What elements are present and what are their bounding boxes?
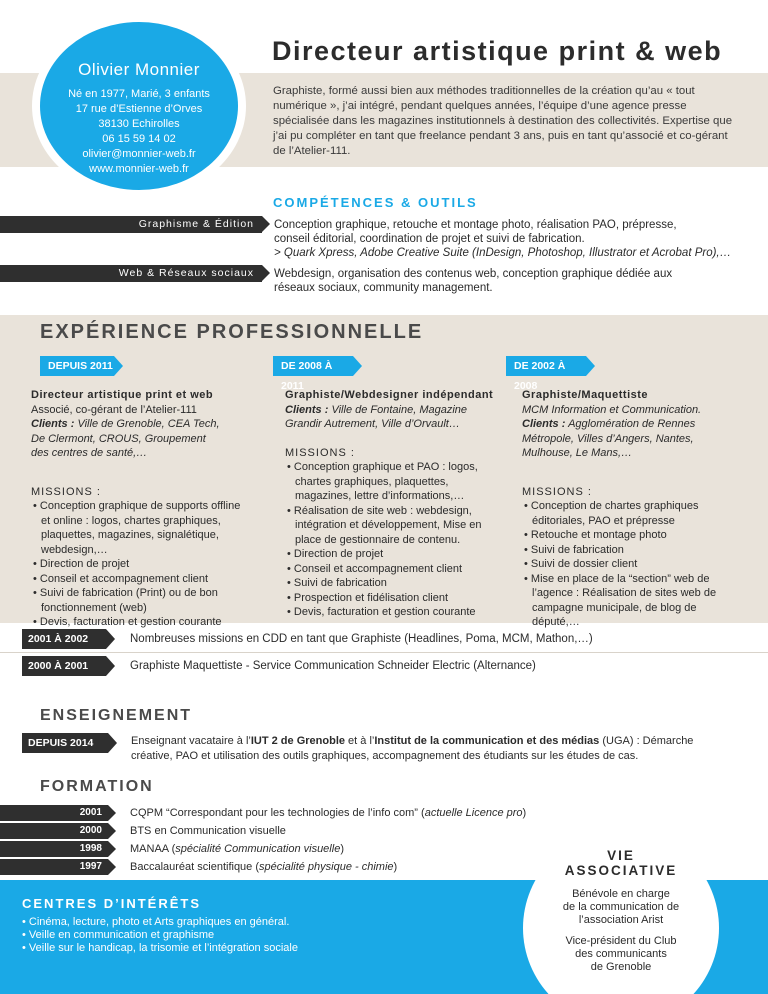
interests-list	[22, 916, 298, 955]
exp-row-text-2: Graphiste Maquettiste - Service Communication Schneider Electric (Alternance)	[130, 660, 536, 672]
exp-row-date-2: 2000 À 2001	[22, 656, 106, 676]
exp-column-1	[31, 388, 246, 630]
associative-title-2: ASSOCIATIVE	[564, 863, 678, 878]
exp-3-mission: • Suivi de dossier client	[522, 557, 737, 572]
exp-1-clients-label: Clients :	[31, 418, 75, 430]
education-text-end: )	[522, 807, 527, 819]
exp-1-mission: • Devis, facturation et gestion courante	[31, 615, 246, 630]
exp-1-title: Directeur artistique print et web	[31, 389, 214, 401]
exp-1-clients: Ville de Grenoble, CEA Tech,	[77, 418, 220, 430]
education-text: MANAA (	[130, 843, 176, 855]
skill-text-web	[274, 267, 672, 295]
education-text-italic: spécialité Communication visuelle	[175, 843, 341, 855]
associative-line: de Grenoble	[590, 961, 652, 973]
associative-line: des communicants	[575, 948, 667, 960]
teaching-text-line2: créative, PAO et utilisation des outils graphiques, accompagnement des étudiants sur les études de cas.	[131, 749, 639, 762]
teaching-title: ENSEIGNEMENT	[40, 707, 193, 724]
exp-2-mission: • Devis, facturation et gestion courante	[285, 605, 500, 620]
exp-2-mission: • Direction de projet	[285, 547, 500, 562]
skills-title: COMPÉTENCES & OUTILS	[273, 195, 478, 210]
skill-web-line1: Webdesign, organisation des contenus web, conception graphique dédiée aux	[274, 268, 673, 280]
education-title: FORMATION	[40, 778, 154, 795]
exp-date-1: DEPUIS 2011	[40, 356, 114, 376]
profile-website[interactable]: www.monnier-web.fr	[89, 163, 189, 175]
exp-3-mission: • Mise en place de la “section” web de l’agence : Réalisation de sites web de campagne municipale, de blog de député,…	[522, 572, 737, 630]
teaching-text-1: Enseignant vacataire à l’	[131, 735, 251, 747]
divider	[0, 652, 768, 653]
skill-label-graphisme: Graphisme & Édition	[0, 216, 262, 233]
associative-line: Vice-président du Club	[565, 935, 677, 947]
exp-3-missions	[522, 499, 737, 630]
exp-date-2: DE 2008 À 2011	[273, 356, 353, 376]
teaching-date: DEPUIS 2014	[22, 733, 108, 753]
exp-2-mission: • Prospection et fidélisation client	[285, 591, 500, 606]
exp-column-3	[522, 388, 737, 630]
experience-title: EXPÉRIENCE PROFESSIONNELLE	[40, 321, 424, 343]
associative-title-1: VIE	[607, 848, 635, 863]
teaching-iut: IUT 2 de Grenoble	[250, 735, 345, 747]
exp-3-mission: • Conception de chartes graphiques éditoriales, PAO et prépresse	[522, 499, 737, 528]
education-item	[130, 842, 344, 856]
interests-title: CENTRES D’INTÉRÊTS	[22, 896, 202, 911]
associative-line: Bénévole en charge	[572, 888, 670, 900]
exp-2-mission: • Suivi de fabrication	[285, 576, 500, 591]
profile-city: 38130 Echirolles	[98, 118, 180, 130]
exp-1-subtitle: Associé, co-gérant de l’Atelier-111	[31, 403, 197, 416]
exp-3-clients-label: Clients :	[522, 418, 566, 430]
exp-3-mission: • Retouche et montage photo	[522, 528, 737, 543]
exp-1-mission: • Conseil et accompagnement client	[31, 572, 246, 587]
skill-graphisme-line2: conseil éditorial, coordination de projet et suivi de fabrication.	[274, 233, 585, 245]
exp-3-title: Graphiste/Maquettiste	[522, 389, 649, 401]
associative-line: de la communication de	[562, 901, 680, 913]
education-text: BTS en Communication visuelle	[130, 825, 286, 837]
associative-circle	[523, 830, 719, 994]
exp-2-title: Graphiste/Webdesigner indépendant	[285, 389, 494, 401]
education-text: Baccalauréat scientifique (	[130, 861, 260, 873]
skill-web-line2: réseaux sociaux, community management.	[274, 282, 493, 294]
profile-name: Olivier Monnier	[78, 60, 200, 79]
exp-1-mission: • Conception graphique de supports offline et online : logos, chartes graphiques, plaquettes, magazines, signalétique, webdesign,…	[31, 499, 246, 557]
intro-paragraph: Graphiste, formé aussi bien aux méthodes traditionnelles de la création qu’au « tout numérique », j’ai intégré, pendant quelques années, l’équipe d’une agence presse spécialisée dans les magazines institutionnels à destination des collectivités. Expertise que j’ai pu compléter en tant que freelance pendant 3 ans, puis en tant qu’associé et co-gérant de l’Atelier-111.	[273, 85, 733, 157]
education-year: 1997	[0, 859, 108, 875]
exp-2-mission: • Conception graphique et PAO : logos, chartes graphiques, plaquettes, magazines, lettre d’informations,…	[285, 460, 500, 504]
education-item	[130, 806, 526, 820]
skill-graphisme-tools: > Quark Xpress, Adobe Creative Suite (InDesign, Photoshop, Illustrator et Acrobat Pro),…	[274, 247, 732, 259]
education-text-end: )	[340, 843, 344, 855]
teaching-institute: Institut de la communication et des médias	[374, 735, 600, 747]
exp-2-clients-label: Clients :	[285, 403, 329, 416]
exp-2-clients: Ville de Fontaine, Magazine	[331, 403, 468, 416]
exp-2-mission: • Conseil et accompagnement client	[285, 562, 500, 577]
exp-3-subtitle: MCM Information et Communication.	[522, 403, 702, 416]
exp-1-clients-more-2: des centres de santé,…	[31, 447, 148, 459]
exp-3-clients-more-1: Métropole, Villes d’Angers, Nantes,	[522, 432, 694, 445]
skill-label-web: Web & Réseaux sociaux	[0, 265, 262, 282]
education-item	[130, 824, 286, 838]
exp-row-date-1: 2001 À 2002	[22, 629, 106, 649]
exp-3-clients: Agglomération de Rennes	[568, 418, 696, 430]
education-text-italic: actuelle Licence pro	[424, 807, 523, 819]
exp-date-3: DE 2002 À 2008	[506, 356, 586, 376]
exp-column-2	[285, 388, 500, 620]
interest-item: • Veille sur le handicap, la trisomie et l’intégration sociale	[22, 942, 298, 954]
job-title: Directeur artistique print & web	[272, 36, 723, 66]
exp-row-text-1: Nombreuses missions en CDD en tant que Graphiste (Headlines, Poma, MCM, Mathon,…)	[130, 633, 593, 645]
profile-phone: 06 15 59 14 02	[102, 133, 176, 145]
exp-3-clients-more-2: Mulhouse, Le Mans,…	[522, 447, 633, 459]
education-year: 1998	[0, 841, 108, 857]
associative-text-2	[523, 935, 719, 974]
exp-2-mission: • Réalisation de site web : webdesign, intégration et développement, Mise en place de gestionnaire de contenu.	[285, 504, 500, 548]
associative-text-1	[523, 888, 719, 927]
associative-line: l’association Arist	[578, 914, 664, 926]
exp-1-mission: • Suivi de fabrication (Print) ou de bon fonctionnement (web)	[31, 586, 246, 615]
interest-item: • Veille en communication et graphisme	[22, 929, 215, 941]
exp-1-mission: • Direction de projet	[31, 557, 246, 572]
education-year: 2001	[0, 805, 108, 821]
teaching-text-2: et à l’	[345, 735, 375, 747]
profile-email[interactable]: olivier@monnier-web.fr	[82, 148, 196, 160]
education-year: 2000	[0, 823, 108, 839]
exp-3-mission: • Suivi de fabrication	[522, 543, 737, 558]
teaching-text-3: (UGA) : Démarche	[599, 735, 694, 747]
profile-circle	[40, 22, 238, 190]
exp-2-clients-more-1: Grandir Autrement, Ville d’Orvault…	[285, 418, 460, 430]
interest-item: • Cinéma, lecture, photo et Arts graphiques en général.	[22, 916, 290, 928]
exp-1-clients-more-1: De Clermont, CROUS, Groupement	[31, 432, 206, 445]
profile-street: 17 rue d’Estienne d’Orves	[75, 103, 203, 115]
exp-2-missions	[285, 460, 500, 620]
teaching-text	[131, 734, 751, 763]
exp-3-missions-label: MISSIONS :	[522, 485, 592, 498]
education-text: CQPM “Correspondant pour les technologies de l’info com” (	[130, 807, 425, 819]
skill-text-graphisme	[274, 218, 731, 260]
education-text-end: )	[393, 861, 398, 873]
profile-birth: Né en 1977, Marié, 3 enfants	[68, 88, 210, 100]
exp-1-missions-label: MISSIONS :	[31, 485, 101, 498]
education-text-italic: spécialité physique - chimie	[259, 861, 394, 873]
skill-graphisme-line1: Conception graphique, retouche et montage photo, réalisation PAO, prépresse,	[274, 219, 677, 231]
exp-2-missions-label: MISSIONS :	[285, 446, 355, 459]
education-item	[130, 860, 397, 874]
exp-1-missions	[31, 499, 246, 630]
